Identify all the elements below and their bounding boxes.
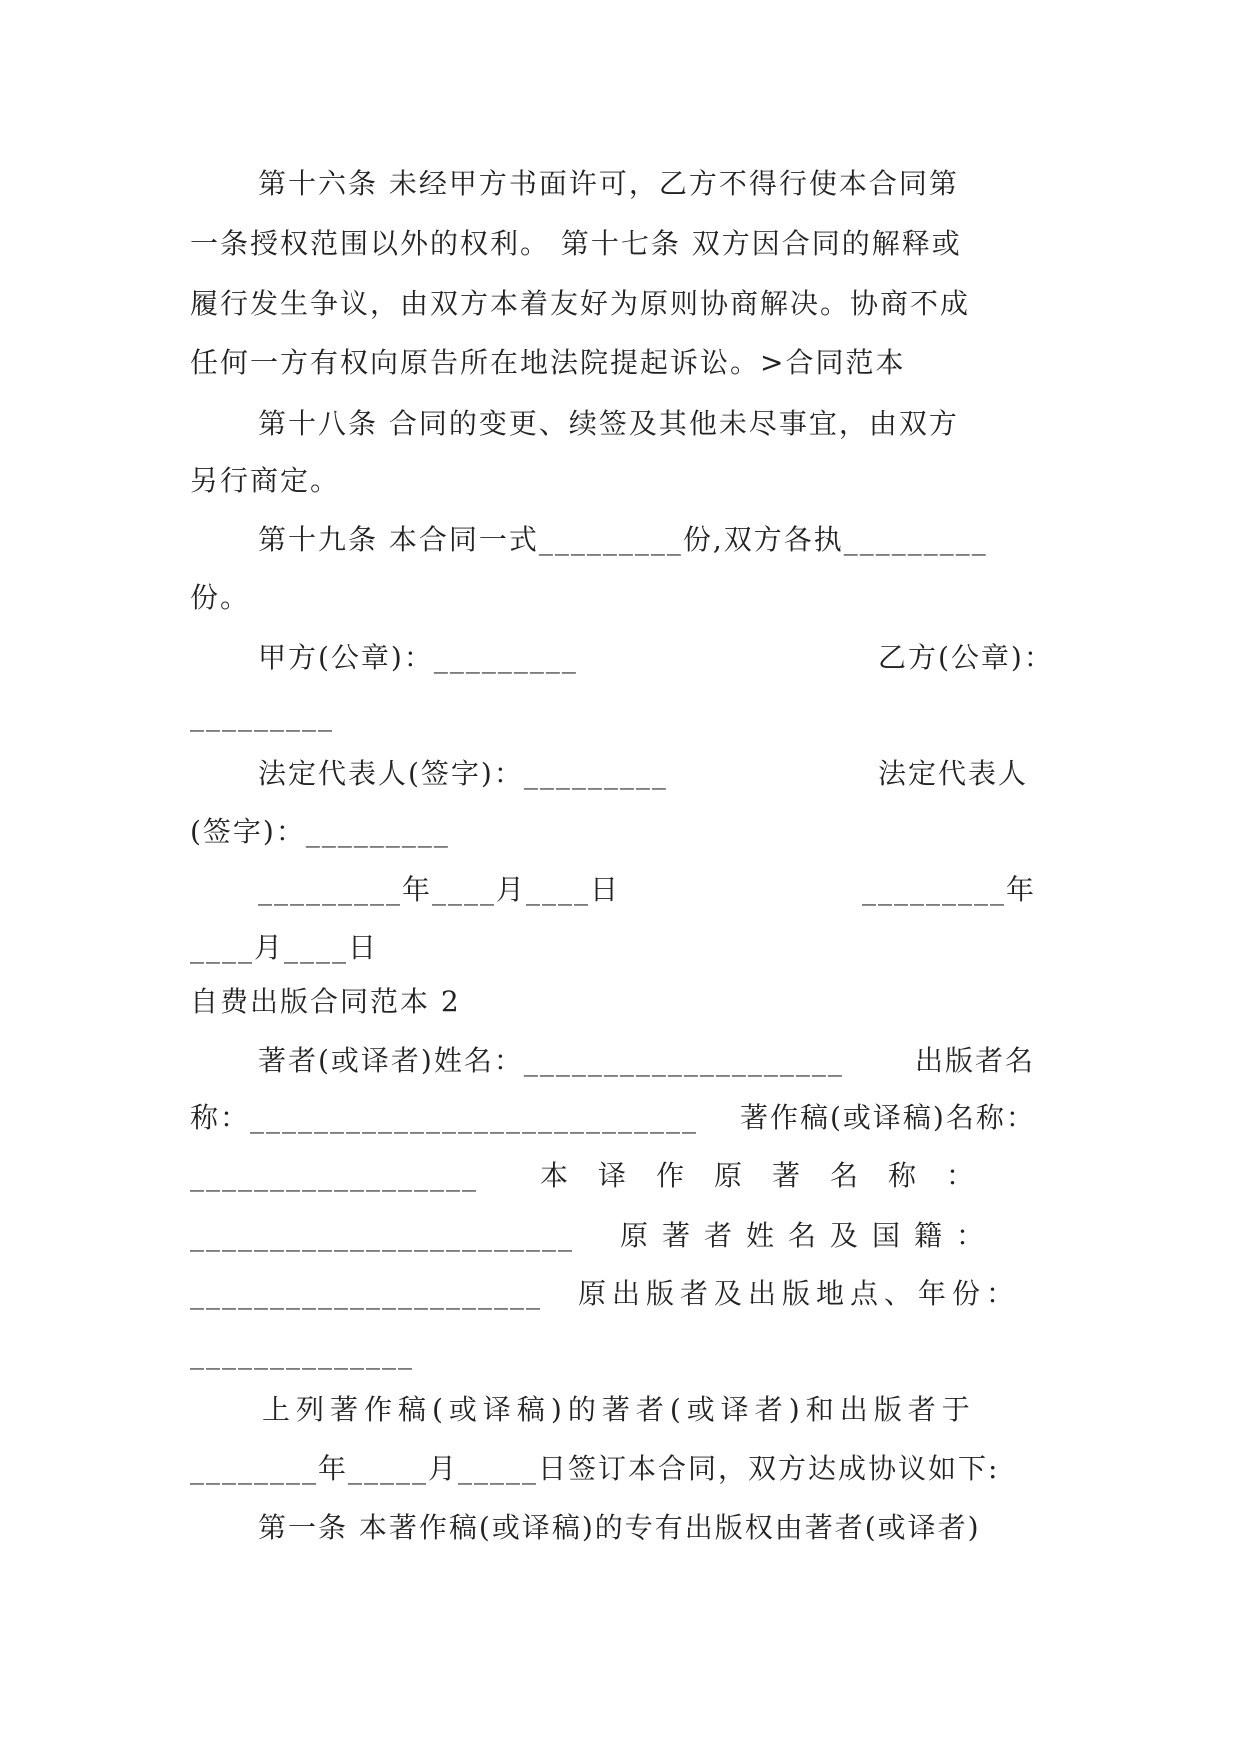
- section-heading: 自费出版合同范本 2: [190, 985, 461, 1018]
- party-a-seal-line: 甲方(公章)：_________: [258, 641, 578, 674]
- party-b-seal-label: 乙方(公章)：: [878, 641, 1054, 674]
- author-name-field: 著者(或译者)姓名：____________________: [258, 1044, 844, 1077]
- party-b-representative-label: 法定代表人: [878, 757, 1029, 790]
- party-b-date-year: _________年: [862, 873, 1037, 906]
- paragraph-line: 另行商定。: [190, 464, 341, 497]
- paragraph-line: 一条授权范围以外的权利。 第十七条 双方因合同的解释或: [190, 227, 962, 260]
- original-publisher-blank: ______________: [190, 1337, 414, 1370]
- paragraph-line: 第十九条 本合同一式_________份,双方各执_________: [258, 523, 988, 556]
- original-publisher-label: 原出版者及出版地点、年份：: [578, 1277, 1021, 1310]
- publisher-name-label: 出版者名: [915, 1044, 1036, 1077]
- original-author-blank: ______________________: [190, 1277, 542, 1310]
- paragraph-line: 第十八条 合同的变更、续签及其他未尽事宜，由双方: [258, 407, 959, 440]
- paragraph-line: 第十六条 未经甲方书面许可，乙方不得行使本合同第: [258, 167, 959, 200]
- paragraph-line: 履行发生争议，由双方本着友好为原则协商解决。协商不成: [190, 287, 971, 320]
- original-author-label: 原著者姓名及国籍：: [620, 1219, 999, 1252]
- paragraph-line: ________年_____月_____日签订本合同，双方达成协议如下:: [190, 1452, 1000, 1485]
- paragraph-line: 第一条 本著作稿(或译稿)的专有出版权由著者(或译者): [258, 1511, 981, 1544]
- party-a-representative-line: 法定代表人(签字)：_________: [258, 757, 668, 790]
- paragraph-line: 上列著作稿(或译稿)的著者(或译者)和出版者于: [262, 1393, 976, 1426]
- manuscript-title-blank: __________________: [190, 1159, 478, 1192]
- paragraph-line: 份。: [190, 581, 251, 614]
- manuscript-title-label: 著作稿(或译稿)名称：: [740, 1101, 1036, 1134]
- party-b-representative-blank: (签字)：_________: [190, 815, 450, 848]
- party-a-date-line: _________年____月____日: [258, 873, 621, 906]
- original-work-title-blank: ________________________: [190, 1219, 574, 1252]
- party-b-seal-blank: _________: [190, 699, 334, 732]
- publisher-name-field: 称：____________________________: [190, 1101, 699, 1134]
- original-work-title-label: 本译作原著名称：: [540, 1159, 1005, 1192]
- party-b-date-month-day: ____月____日: [190, 931, 379, 964]
- paragraph-line: 任何一方有权向原告所在地法院提起诉讼。>合同范本: [190, 346, 906, 379]
